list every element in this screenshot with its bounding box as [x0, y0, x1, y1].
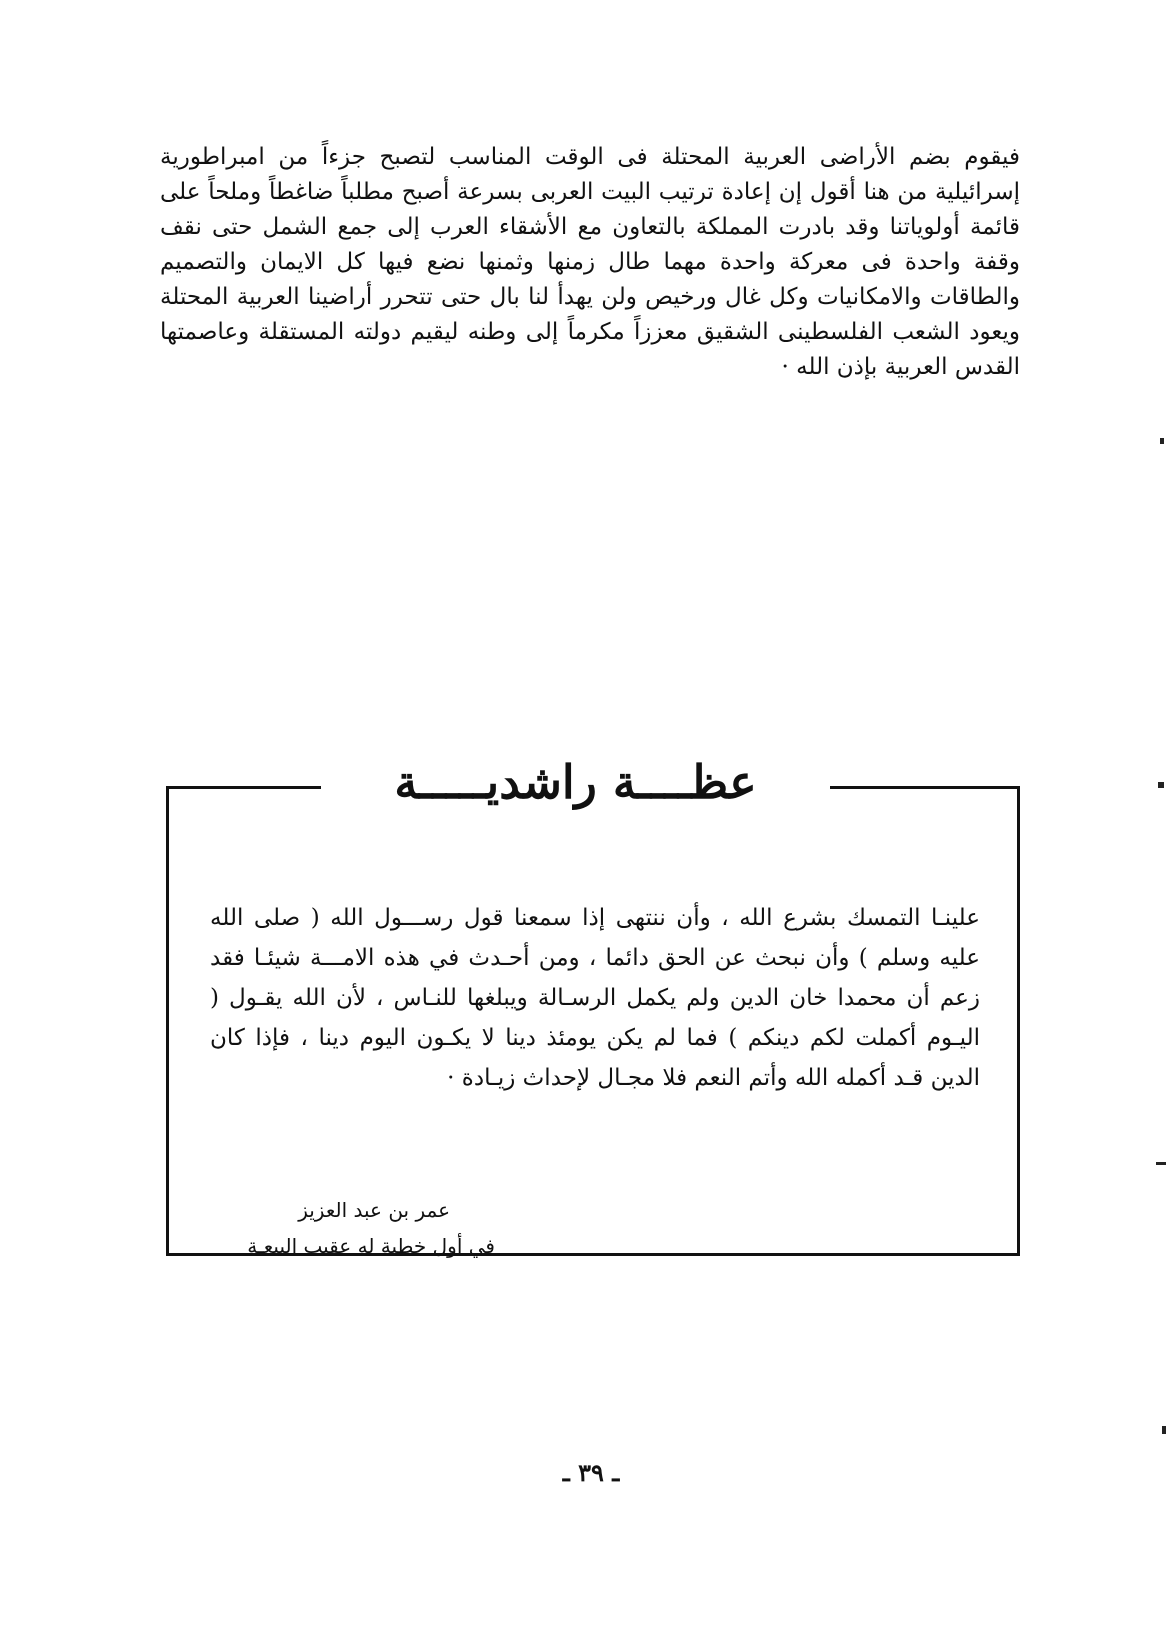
body-paragraph-text: فيقوم بضم الأراضى العربية المحتلة فى الوقت المناسب لتصبح جزءاً من امبراطورية إسرائيلية من هنا أقول إن إعادة ترتيب البيت العربى بسرعة أصبح مطلباً ضاغطاً وملحاً على قائمة أولوياتنا وقد بادرت المملكة بالتعاون مع الأشقاء العرب إلى جمع الشمل حتى نقف وقفة واحدة فى معركة واحدة مهما طال زمنها وثمنها نضع فيها كل الايمان والتصميم والطاقات والامكانيات وكل غال ورخيص ولن يهدأ لنا بال حتى تتحرر أراضينا العربية المحتلة ويعود الشعب الفلسطينى الشقيق معززاً مكرماً إلى وطنه ليقيم دولته المستقلة وعاصمتها القدس العربية بإذن الله · [160, 144, 1020, 380]
body-paragraph [160, 140, 1020, 385]
scan-speck [1162, 1426, 1166, 1434]
quote-box-title: عظــــة راشديـــــة [394, 755, 757, 809]
quote-text: علينـا التمسك بشرع الله ، وأن ننتهى إذا سمعنا قول رســـول الله ( صلى الله عليه وسلم ) وأن نبحث عن الحق دائما ، ومن أحـدث في هذه الامـــة شيئـا فقد زعم أن محمدا خان الدين ولم يكمل الرسـالة ويبلغها للنـاس ، لأن الله يقـول ( اليـوم أكملت لكم دينكم ) فما لم يكن يومئذ دينا لا يكـون اليوم دينا ، فإذا كان الدين قـد أكمله الله وأتم النعم فلا مجـال لإحداث زيـادة · [210, 905, 980, 1091]
quote-attribution [205, 1192, 495, 1264]
attribution-note: في أول خطبة له عقيب البيعـة [247, 1234, 495, 1258]
scan-speck [1156, 1162, 1166, 1165]
scan-speck [1160, 438, 1164, 444]
attribution-name: عمر بن عبد العزيز [298, 1198, 450, 1222]
quote-box-top-border-right [830, 786, 1020, 789]
page-number: ـ ٣٩ ـ [562, 1458, 620, 1487]
scan-speck [1158, 782, 1164, 788]
quote-text-block [210, 898, 980, 1098]
quote-box-top-border-left [166, 786, 321, 789]
